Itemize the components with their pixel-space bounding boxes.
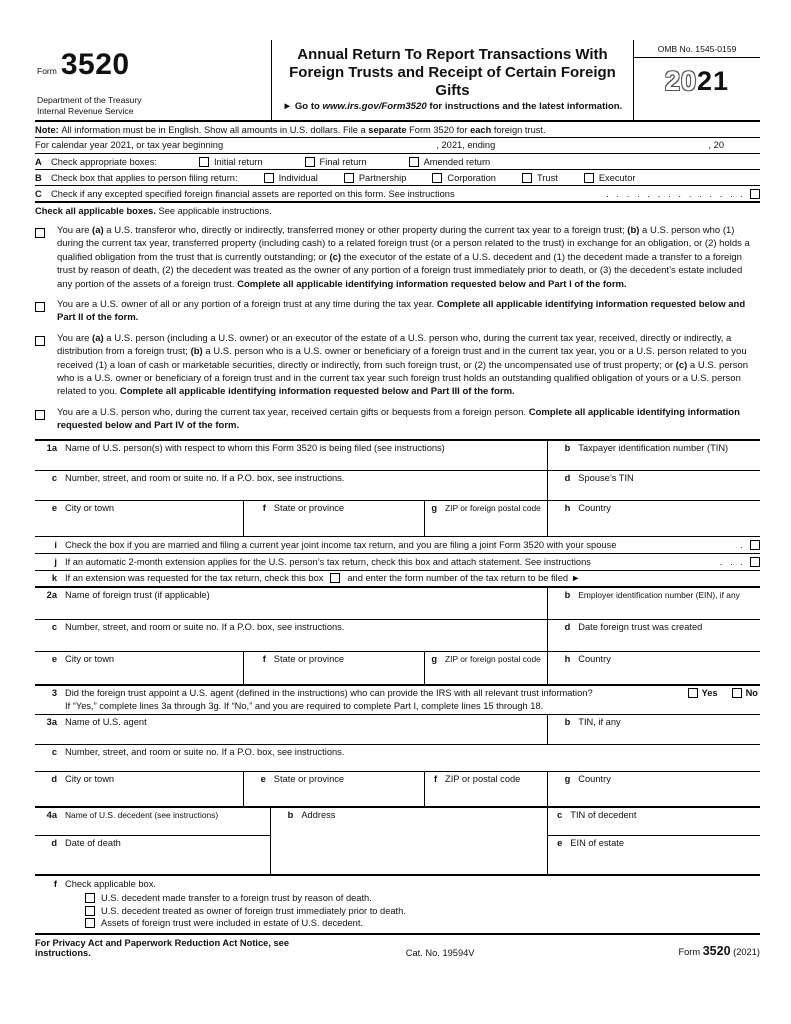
option-label: Individual [278, 172, 318, 183]
option-label: U.S. decedent made transfer to a foreign trust by reason of death. [101, 893, 372, 904]
option-label: Final return [319, 156, 367, 167]
line-no: e [557, 837, 563, 848]
calendar-label-2: , 2021, ending [436, 140, 496, 150]
row-b-letter: B [35, 172, 42, 183]
paragraph-part3-text: You are (a) a U.S. person (including a U.S. owner) or an executor of the estate of a U.S. person who, during the current tax year, received, directly or indirectly, a distribution from a foreign trust; (b) a U.S. person who is a U.S. owner or beneficiary of a foreign trust and in the current tax year, you or a U.S. person related to you received (1) a loan of cash or marketable securities, directly or indirectly, from such foreign trust, or (2) the uncompensated use of trust property; or (c) a U.S. person who is a U.S. owner or beneficiary of a foreign trust and in the current tax year such foreign trust holds an outstanding qualified obligation of yours or a U.S. person related to you. Complete all applicable identifying information requested below and Part III of the form. [57, 332, 749, 398]
field-2f-state[interactable] [244, 652, 425, 684]
checkbox-executor[interactable] [584, 173, 594, 183]
field-label: State or province [273, 773, 345, 784]
row-1i-label: Check the box if you are married and filing a current year joint income tax return, and you are filing a joint Form 3520 with your spouse [65, 539, 617, 550]
field-1d-spouse-tin[interactable] [548, 471, 760, 500]
line-no: 2a [46, 589, 57, 600]
field-label: Taxpayer identification number (TIN) [578, 442, 729, 453]
field-label: Address [301, 809, 336, 820]
line-no: j [54, 556, 57, 567]
field-1a-name-of-us-person[interactable] [35, 441, 548, 470]
field-label: Country [578, 502, 611, 513]
row-a-label: Check appropriate boxes: [51, 156, 157, 167]
field-2a-name-of-foreign-trust[interactable] [35, 588, 548, 619]
row-3-question: Did the foreign trust appoint a U.S. agent (defined in the instructions) who can provide the IRS with all relevant trust information? [65, 687, 593, 698]
field-3e-state[interactable] [244, 772, 425, 806]
line-no: f [262, 653, 266, 664]
form-id-block [35, 40, 272, 120]
field-label: Number, street, and room or suite no. If a P.O. box, see instructions. [65, 621, 345, 632]
dept-line-2: Internal Revenue Service [37, 105, 134, 116]
note-line: Note: All information must be in English. Show all amounts in U.S. dollars. File a separate Form 3520 for each foreign trust. [35, 122, 760, 138]
checkbox-3-no[interactable] [732, 688, 742, 698]
check-all-rest: See applicable instructions. [155, 206, 272, 216]
field-1f-state[interactable] [244, 501, 425, 536]
field-1e-city[interactable] [35, 501, 244, 536]
form-title-line2: Foreign Trusts and Receipt of Certain Foreign Gifts [289, 64, 616, 99]
line-no: i [54, 539, 57, 550]
field-label: Date foreign trust was created [578, 621, 703, 632]
calendar-label-3: , 20 [708, 140, 725, 150]
line-no: e [51, 653, 57, 664]
checkbox-1i-joint-return[interactable] [750, 540, 760, 550]
checkbox-1j-extension[interactable] [750, 557, 760, 567]
checkbox-corporation[interactable] [432, 173, 442, 183]
field-label: City or town [65, 502, 115, 513]
line-no: g [431, 653, 438, 664]
line-no: 4a [46, 809, 57, 820]
option-4f-transfer-by-death [85, 893, 760, 903]
field-label: Date of death [65, 837, 121, 848]
row-1k [35, 571, 760, 588]
field-label: State or province [273, 653, 345, 664]
field-2d-date-created[interactable] [548, 620, 760, 651]
row-b [35, 170, 760, 186]
field-label: ZIP or postal code [445, 773, 521, 784]
field-label: Number, street, and room or suite no. If a P.O. box, see instructions. [65, 746, 345, 757]
option-4f-owner-prior-death [85, 906, 760, 916]
form-word: Form [37, 66, 57, 76]
dot-leader: . . . . . . . . . . . . . . [606, 188, 743, 199]
line-no: d [51, 837, 57, 848]
field-label: Spouse’s TIN [578, 472, 634, 483]
row-c [35, 186, 760, 203]
row-3d [35, 772, 760, 808]
checkbox-part3[interactable] [35, 336, 45, 346]
line-no: e [51, 502, 57, 513]
field-label: Name of U.S. decedent (see instructions) [65, 809, 219, 820]
dot-leader: . [740, 539, 743, 550]
field-4c-tin-of-decedent[interactable] [548, 808, 760, 836]
row-2c [35, 620, 760, 652]
paragraph-part1-text: You are (a) a U.S. transferor who, directly or indirectly, transferred money or other property during the current tax year to a foreign trust; (b) a U.S. person who (1) during the current tax year, transferred property (including cash) to a related foreign trust (or a person related to the trust) in exchange for an obligation, or (2) holds a qualified obligation from the trust that is currently outstanding; or (c) the executor of the estate of a U.S. decedent and (1) the decedent made a transfer to a foreign trust by reason of death, (2) the decedent was treated as the owner of any portion of a foreign trust immediately prior to death, or (3) the decedent’s estate included any portion of the assets of a foreign trust. Complete all applicable identifying information requested below and Part I of the form. [57, 225, 750, 290]
line-no: d [51, 773, 57, 784]
checkbox-initial-return[interactable] [199, 157, 209, 167]
option-label: Executor [598, 172, 636, 183]
field-label: Name of U.S. agent [65, 716, 147, 727]
catalog-number: Cat. No. 19594V [405, 948, 475, 959]
field-label: Country [578, 653, 611, 664]
footer-form-year: (2021) [730, 947, 760, 958]
row-1k-label-before: If an extension was requested for the tax return, check this box [65, 573, 324, 584]
field-label: Name of U.S. person(s) with respect to whom this Form 3520 is being filed (see instructions) [65, 442, 445, 453]
field-1g-zip[interactable] [425, 501, 548, 536]
line-no: f [433, 773, 438, 784]
form-header [35, 40, 760, 122]
paragraph-part3 [35, 332, 760, 399]
option-partnership [344, 173, 407, 183]
row-1a [35, 441, 760, 471]
line-no: g [564, 773, 571, 784]
option-4f-assets-in-estate [85, 918, 760, 928]
row-c-label: Check if any excepted specified foreign financial assets are reported on this form. See instructions [51, 188, 455, 199]
row-4f-label: Check applicable box. [65, 878, 156, 889]
line-no: d [564, 472, 571, 483]
field-label: Name of foreign trust (if applicable) [65, 589, 210, 600]
line-no: c [557, 809, 563, 820]
dept-line-1: Department of the Treasury [37, 95, 142, 105]
field-4d-date-of-death[interactable] [35, 836, 270, 874]
row-4 [35, 808, 760, 876]
checkbox-part4[interactable] [35, 410, 45, 420]
check-all-line [35, 203, 760, 217]
field-1c-street[interactable] [35, 471, 548, 500]
checkbox-partnership[interactable] [344, 173, 354, 183]
footer-form-word: Form [678, 947, 703, 958]
option-corporation [432, 173, 496, 183]
row-1k-label-after: and enter the form number of the tax return to be filed [347, 573, 569, 584]
option-amended-return [409, 157, 491, 167]
agency-block [37, 95, 265, 116]
year-solid-part: 21 [697, 66, 730, 96]
row-3c [35, 745, 760, 772]
checkbox-final-return[interactable] [305, 157, 315, 167]
line-no: 3a [46, 716, 57, 727]
checkbox-part1[interactable] [35, 228, 45, 238]
option-label: Assets of foreign trust were included in estate of U.S. decedent. [101, 918, 364, 929]
option-label: U.S. decedent treated as owner of foreign trust immediately prior to death. [101, 905, 406, 916]
field-label: City or town [65, 773, 115, 784]
page-footer [35, 935, 760, 958]
field-3a-name-of-us-agent[interactable] [35, 715, 548, 744]
field-label: EIN of estate [570, 837, 625, 848]
paragraph-part2 [35, 298, 760, 325]
yes-label: Yes [701, 687, 718, 698]
field-3g-country[interactable] [548, 772, 760, 806]
footer-form-number: 3520 [702, 944, 731, 959]
line-no: b [564, 716, 571, 727]
checkbox-amended-return[interactable] [409, 157, 419, 167]
option-label: Partnership [358, 172, 407, 183]
field-4a-name-of-decedent[interactable] [35, 808, 270, 836]
checkbox-1k-extension-requested[interactable] [330, 573, 340, 583]
omb-number: OMB No. 1545-0159 [634, 40, 760, 58]
calendar-year-row [35, 138, 760, 154]
line-no: f [262, 502, 266, 513]
paragraph-part1 [35, 224, 760, 291]
field-3b-tin[interactable] [548, 715, 760, 744]
line-no: f [53, 878, 57, 889]
line-no: k [51, 573, 57, 584]
field-3d-city[interactable] [35, 772, 244, 806]
form-number: 3520 [60, 48, 130, 81]
row-1j-label: If an automatic 2-month extension applies for the U.S. person’s tax return, check this box and attach statement. See instructions [65, 556, 591, 567]
line-no: c [51, 621, 57, 632]
field-label: TIN, if any [578, 716, 621, 727]
row-2a [35, 588, 760, 620]
row-1c [35, 471, 760, 501]
right-arrow-icon: ► [571, 573, 581, 584]
option-final-return [305, 157, 367, 167]
tax-year [634, 58, 760, 97]
line-no: 3 [51, 687, 57, 698]
form-id [37, 48, 265, 82]
checkbox-4f-transfer-by-death[interactable] [85, 893, 95, 903]
row-3a [35, 715, 760, 745]
option-label: Initial return [213, 156, 263, 167]
row-b-label: Check box that applies to person filing return: [51, 172, 238, 183]
row-1e [35, 501, 760, 537]
field-label: Country [578, 773, 611, 784]
paragraph-part2-text: You are a U.S. owner of all or any portion of a foreign trust at any time during the tax year. Complete all applicable identifying information requested below and Part II of the form. [57, 299, 746, 324]
line-no: b [564, 442, 571, 453]
field-3f-zip[interactable] [425, 772, 548, 806]
line-no: d [564, 621, 571, 632]
checkbox-excepted-assets[interactable] [750, 189, 760, 199]
line-no: 1a [46, 442, 57, 453]
field-label: ZIP or foreign postal code [445, 502, 541, 513]
checkbox-individual[interactable] [264, 173, 274, 183]
checkbox-3-yes[interactable] [688, 688, 698, 698]
field-2c-street[interactable] [35, 620, 548, 651]
no-label: No [745, 687, 758, 698]
row-c-tail [606, 189, 760, 199]
row-1j [35, 554, 760, 571]
row-c-letter: C [35, 188, 42, 199]
field-2h-country[interactable] [548, 652, 760, 684]
field-label: City or town [65, 653, 115, 664]
row-4f [35, 876, 760, 936]
omb-year-block [633, 40, 760, 120]
footer-form-id [547, 944, 760, 958]
line-no: h [564, 653, 571, 664]
field-2b-ein[interactable] [548, 588, 760, 619]
option-individual [264, 173, 318, 183]
paragraph-part4-text: You are a U.S. person who, during the current tax year, received certain gifts or bequests from a foreign person. Complete all applicable identifying information requested below and Part IV of the form. [57, 406, 740, 432]
year-outline-part: 20 [664, 66, 697, 96]
field-2e-city[interactable] [35, 652, 244, 684]
option-executor [584, 173, 636, 183]
option-label: Corporation [447, 172, 496, 183]
line-no: h [564, 502, 571, 513]
row-2e [35, 652, 760, 686]
line-no: c [51, 746, 57, 757]
row-1i [35, 537, 760, 554]
line-no: c [51, 472, 57, 483]
option-label: Amended return [423, 156, 491, 167]
field-4e-ein-of-estate[interactable] [548, 836, 760, 874]
field-label: TIN of decedent [570, 809, 637, 820]
row-3 [35, 686, 760, 715]
form-title-line1: Annual Return To Report Transactions With [297, 46, 608, 63]
line-no: e [260, 773, 266, 784]
option-initial-return [199, 157, 263, 167]
line-no: b [564, 589, 571, 600]
row-a [35, 154, 760, 170]
paragraph-part4 [35, 406, 760, 433]
dot-leader: . . . [719, 556, 743, 567]
checkbox-part2[interactable] [35, 302, 45, 312]
field-label: Number, street, and room or suite no. If a P.O. box, see instructions. [65, 472, 345, 483]
field-4b-address[interactable] [271, 808, 548, 874]
goto-instructions-line: ► Go to www.irs.gov/Form3520 for instructions and the latest information. [282, 101, 623, 112]
identification-table [35, 439, 760, 936]
calendar-label-1: For calendar year 2021, or tax year beginning [35, 140, 224, 150]
field-label: State or province [273, 502, 345, 513]
option-trust [522, 173, 558, 183]
title-block [272, 40, 633, 120]
line-no: g [431, 502, 438, 513]
row-3-subtext: If “Yes,” complete lines 3a through 3g. If “No,” and you are required to complete Part I, complete lines 15 through 18. [65, 700, 544, 711]
field-1h-country[interactable] [548, 501, 760, 536]
field-1b-tin[interactable] [548, 441, 760, 470]
check-all-bold: Check all applicable boxes. [35, 206, 156, 216]
checkbox-trust[interactable] [522, 173, 532, 183]
field-3c-street[interactable] [35, 745, 760, 771]
field-2g-zip[interactable] [425, 652, 548, 684]
checkbox-4f-assets-in-estate[interactable] [85, 918, 95, 928]
option-label: Trust [536, 172, 558, 183]
line-no: b [287, 809, 294, 820]
field-label: ZIP or foreign postal code [445, 653, 541, 664]
privacy-act-notice: For Privacy Act and Paperwork Reduction Act Notice, see instructions. [35, 938, 290, 959]
field-label: Employer identification number (EIN), if any [578, 589, 740, 600]
row-a-letter: A [35, 156, 42, 167]
checkbox-4f-owner-prior-death[interactable] [85, 906, 95, 916]
